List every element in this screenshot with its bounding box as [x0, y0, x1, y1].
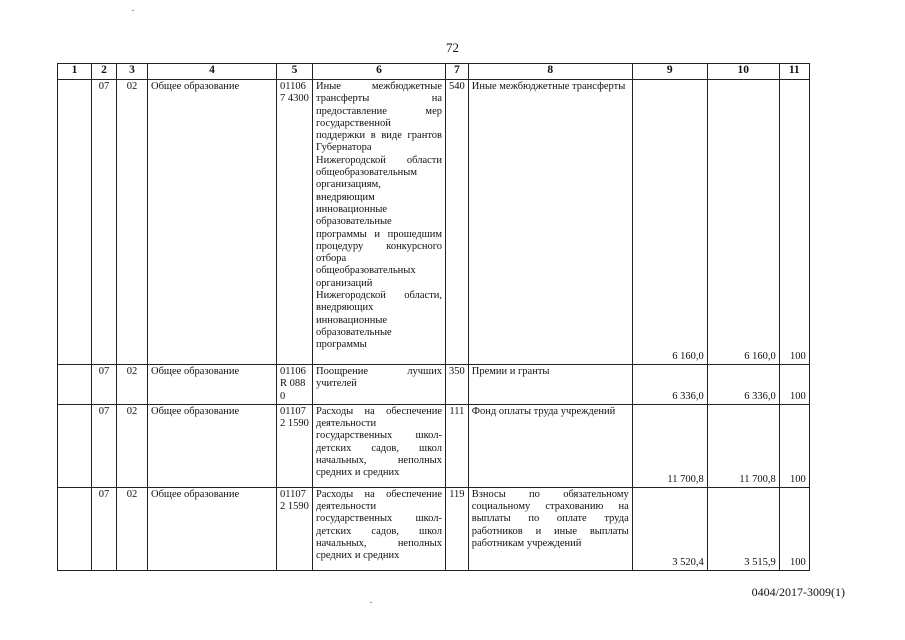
cell-expense-type-name: Премии и гранты [468, 365, 632, 405]
cell-expense-type-name: Иные межбюджетные трансферты [468, 80, 632, 365]
cell-target-code: 01106R 0880 [277, 365, 313, 405]
cell-subsection: 02 [117, 404, 148, 487]
scan-speck [370, 602, 372, 603]
cell-planned: 6 336,0 [632, 365, 707, 405]
column-header: 2 [92, 64, 117, 80]
cell-target-code: 011072 1590 [277, 487, 313, 570]
cell-col1 [58, 80, 92, 365]
cell-target-code: 011067 4300 [277, 80, 313, 365]
column-header: 10 [707, 64, 779, 80]
table-row [58, 487, 810, 570]
column-header: 9 [632, 64, 707, 80]
cell-executed: 6 336,0 [707, 365, 779, 405]
cell-target-code: 011072 1590 [277, 404, 313, 487]
table-row [58, 404, 810, 487]
column-header: 7 [446, 64, 469, 80]
cell-executed: 11 700,8 [707, 404, 779, 487]
cell-percent: 100 [779, 487, 809, 570]
cell-target-name: Расходы на обеспечение деятельности государственных школ-детских садов, школ начальных, неполных средних и средних [313, 487, 446, 570]
cell-section: 07 [92, 404, 117, 487]
column-header: 6 [313, 64, 446, 80]
cell-subsection: 02 [117, 365, 148, 405]
cell-subsection-name: Общее образование [148, 487, 277, 570]
cell-percent: 100 [779, 365, 809, 405]
cell-planned: 11 700,8 [632, 404, 707, 487]
cell-expense-type-name: Фонд оплаты труда учреждений [468, 404, 632, 487]
cell-section: 07 [92, 80, 117, 365]
column-header: 3 [117, 64, 148, 80]
cell-target-name: Поощрение лучших учителей [313, 365, 446, 405]
cell-section: 07 [92, 487, 117, 570]
page-number: 72 [446, 40, 459, 55]
cell-planned: 3 520,4 [632, 487, 707, 570]
cell-col1 [58, 365, 92, 405]
cell-section: 07 [92, 365, 117, 405]
column-header: 8 [468, 64, 632, 80]
cell-percent: 100 [779, 404, 809, 487]
cell-subsection: 02 [117, 80, 148, 365]
cell-target-name: Расходы на обеспечение деятельности государственных школ-детских садов, школ начальных, неполных средних и средних [313, 404, 446, 487]
cell-subsection: 02 [117, 487, 148, 570]
cell-expense-type-name: Взносы по обязательному социальному страхованию на выплаты по оплате труда работников и иные выплаты работникам учреждений [468, 487, 632, 570]
column-header: 4 [148, 64, 277, 80]
cell-expense-type-code: 119 [446, 487, 469, 570]
table-row [58, 365, 810, 405]
cell-subsection-name: Общее образование [148, 404, 277, 487]
document-registration-code: 0404/2017-3009(1) [751, 585, 845, 599]
budget-table [57, 63, 810, 571]
cell-executed: 3 515,9 [707, 487, 779, 570]
column-header: 5 [277, 64, 313, 80]
cell-expense-type-code: 540 [446, 80, 469, 365]
cell-subsection-name: Общее образование [148, 80, 277, 365]
cell-target-name: Иные межбюджетные трансферты на предоставление мер государственной поддержки в виде грантов Губернатора Нижегородской области общеобразовательным организациям, внедряющим инновационные образовательные программы и прошедшим процедуру конкурсного отбора общеобразовательных организаций Нижегородской области, внедряющих инновационные образовательные программы [313, 80, 446, 365]
cell-col1 [58, 487, 92, 570]
column-header: 11 [779, 64, 809, 80]
cell-executed: 6 160,0 [707, 80, 779, 365]
cell-percent: 100 [779, 80, 809, 365]
column-header: 1 [58, 64, 92, 80]
cell-expense-type-code: 350 [446, 365, 469, 405]
cell-planned: 6 160,0 [632, 80, 707, 365]
cell-subsection-name: Общее образование [148, 365, 277, 405]
cell-expense-type-code: 111 [446, 404, 469, 487]
scan-speck [132, 10, 134, 11]
table-header-row [58, 64, 810, 80]
cell-col1 [58, 404, 92, 487]
table-row [58, 80, 810, 365]
